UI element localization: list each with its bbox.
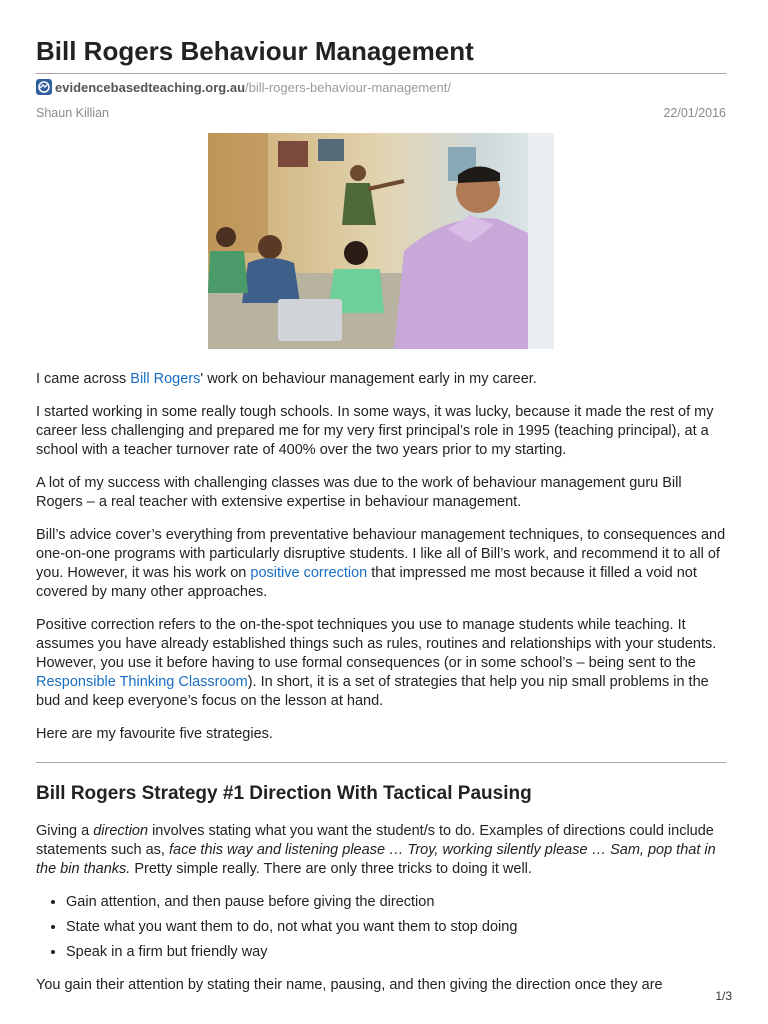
responsible-thinking-classroom-link[interactable]: Responsible Thinking Classroom [36, 674, 248, 690]
paragraph: A lot of my success with challenging classes was due to the work of behaviour management guru Bill Rogers – a real teacher with extensive expertise in behaviour management. [36, 475, 682, 510]
publish-date: 22/01/2016 [663, 106, 726, 120]
hero-image [208, 133, 554, 349]
paragraph: I started working in some really tough schools. In some ways, it was lucky, because it made the rest of my career less challenging and prepared me for my very first principal’s role in 1995 (teaching principal), at a school with a teacher turnover rate of 400% over the two years prior to my starting. [36, 404, 714, 458]
page-number: 1/3 [715, 989, 732, 1003]
tips-list [36, 893, 726, 962]
paragraph: Here are my favourite five strategies. [36, 726, 273, 742]
article-meta [36, 105, 726, 121]
section-divider [36, 762, 726, 763]
source-path[interactable]: /bill-rogers-behaviour-management/ [245, 80, 451, 95]
title-divider [36, 73, 726, 74]
source-url[interactable] [36, 79, 451, 97]
paragraph: Giving a direction involves stating what you want the student/s to do. Examples of directions could include statements such as, face this way and listening please … Troy, working silently please … Sam, pop that in the bin thanks. Pretty simple really. There are only three tricks to doing it well. [36, 823, 716, 877]
bill-rogers-link[interactable]: Bill Rogers [130, 371, 201, 387]
list-item: • Gain attention, and then pause before giving the direction [66, 893, 726, 912]
article-body [36, 370, 726, 1009]
paragraph: I came across Bill Rogers' work on behaviour management early in my career. [36, 371, 537, 387]
section-heading: Bill Rogers Strategy #1 Direction With Tactical Pausing [36, 783, 532, 804]
list-item: • Speak in a firm but friendly way [66, 943, 726, 962]
site-logo-icon [36, 79, 52, 95]
page-title: Bill Rogers Behaviour Management [36, 36, 474, 66]
source-domain[interactable]: evidencebasedteaching.org.au [55, 80, 246, 95]
author-name: Shaun Killian [36, 106, 109, 120]
paragraph: You gain their attention by stating their name, pausing, and then giving the direction once they are [36, 977, 663, 993]
paragraph: Positive correction refers to the on-the-spot techniques you use to manage students while teaching. It assumes you have already established things such as rules, routines and relationships with your students. However, you use it before having to use formal consequences (or in some school’s – being sent to the Responsible Thinking Classroom). In short, it is a set of strategies that help you nip small problems in the bud and keep everyone’s focus on the lesson at hand. [36, 617, 717, 709]
positive-correction-link[interactable]: positive correction [250, 565, 368, 581]
paragraph: Bill’s advice cover’s everything from preventative behaviour management techniques, to consequences and one-on-one programs with particularly disruptive students. I like all of Bill’s work, and recommend it to all of you. However, it was his work on positive correction that impressed me most because it filled a void not covered by many other approaches. [36, 527, 726, 600]
list-item: • State what you want them to do, not what you want them to stop doing [66, 918, 726, 937]
